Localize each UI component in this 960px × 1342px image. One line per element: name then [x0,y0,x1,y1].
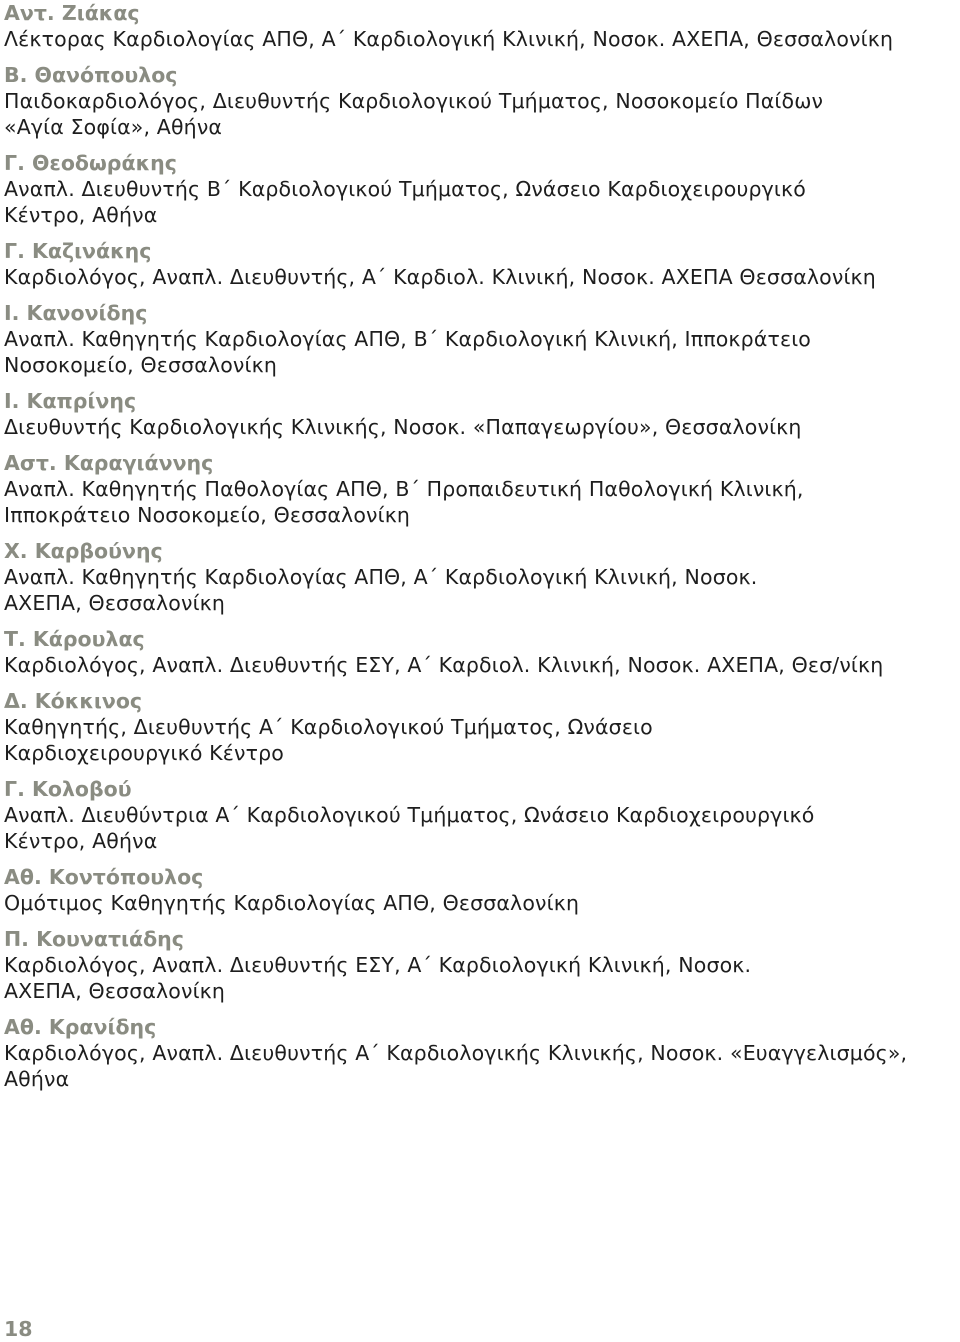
person-name: Π. Κουνατιάδης [4,927,184,951]
page-number: 18 [4,1317,33,1341]
list-item [4,926,954,1004]
list-item [4,450,954,528]
affiliation-line: Καρδιολόγος, Αναπλ. Διευθυντής Α΄ Καρδιολογικής Κλινικής, Νοσοκ. «Ευαγγελισμός», [4,1041,908,1065]
affiliation-line: Ιπποκράτειο Νοσοκομείο, Θεσσαλονίκη [4,503,411,527]
person-name: Αντ. Ζιάκας [4,1,140,25]
affiliation-line: Νοσοκομείο, Θεσσαλονίκη [4,353,277,377]
list-item [4,864,954,916]
affiliation-line: Αναπλ. Διευθύντρια Α΄ Καρδιολογικού Τμήματος, Ωνάσειο Καρδιοχειρουργικό [4,803,815,827]
list-item [4,1014,954,1092]
list-item [4,626,954,678]
affiliation-line: Ομότιμος Καθηγητής Καρδιολογίας ΑΠΘ, Θεσσαλονίκη [4,891,580,915]
list-item [4,538,954,616]
list-item [4,150,954,228]
affiliation-line: Καρδιολόγος, Αναπλ. Διευθυντής, Α΄ Καρδιολ. Κλινική, Νοσοκ. ΑΧΕΠΑ Θεσσαλονίκη [4,265,876,289]
affiliation-line: Κέντρο, Αθήνα [4,829,158,853]
affiliation-line: Καθηγητής, Διευθυντής Α΄ Καρδιολογικού Τμήματος, Ωνάσειο [4,715,653,739]
affiliation-line: Αθήνα [4,1067,70,1091]
affiliation-line: Αναπλ. Καθηγητής Καρδιολογίας ΑΠΘ, Α΄ Καρδιολογική Κλινική, Νοσοκ. [4,565,758,589]
affiliation-line: ΑΧΕΠΑ, Θεσσαλονίκη [4,591,226,615]
list-item [4,300,954,378]
affiliation-line: Αναπλ. Καθηγητής Παθολογίας ΑΠΘ, Β΄ Προπαιδευτική Παθολογική Κλινική, [4,477,804,501]
affiliation-line: Καρδιολόγος, Αναπλ. Διευθυντής ΕΣΥ, Α΄ Καρδιολ. Κλινική, Νοσοκ. ΑΧΕΠΑ, Θεσ/νίκη [4,653,884,677]
list-item [4,62,954,140]
person-name: Αστ. Καραγιάννης [4,451,214,475]
affiliation-line: Διευθυντής Καρδιολογικής Κλινικής, Νοσοκ. «Παπαγεωργίου», Θεσσαλονίκη [4,415,802,439]
person-name: Β. Θανόπουλος [4,63,178,87]
list-item [4,238,954,290]
list-item [4,0,954,52]
affiliation-line: Αναπλ. Καθηγητής Καρδιολογίας ΑΠΘ, Β΄ Καρδιολογική Κλινική, Ιπποκράτειο [4,327,811,351]
person-name: Ι. Καπρίνης [4,389,137,413]
affiliation-line: «Αγία Σοφία», Αθήνα [4,115,223,139]
affiliation-line: Αναπλ. Διευθυντής Β΄ Καρδιολογικού Τμήματος, Ωνάσειο Καρδιοχειρουργικό [4,177,806,201]
person-name: Αθ. Κοντόπουλος [4,865,204,889]
person-name: Γ. Καζινάκης [4,239,152,263]
person-name: Τ. Κάρουλας [4,627,145,651]
list-item [4,688,954,766]
person-name: Ι. Κανονίδης [4,301,148,325]
affiliation-line: Καρδιολόγος, Αναπλ. Διευθυντής ΕΣΥ, Α΄ Καρδιολογική Κλινική, Νοσοκ. [4,953,752,977]
person-name: Γ. Θεοδωράκης [4,151,177,175]
list-item [4,388,954,440]
person-name: Αθ. Κρανίδης [4,1015,157,1039]
affiliation-line: Λέκτορας Καρδιολογίας ΑΠΘ, Α΄ Καρδιολογική Κλινική, Νοσοκ. ΑΧΕΠΑ, Θεσσαλονίκη [4,27,894,51]
participant-list [4,0,954,1102]
person-name: Δ. Κόκκινος [4,689,143,713]
affiliation-line: Καρδιοχειρουργικό Κέντρο [4,741,284,765]
affiliation-line: Κέντρο, Αθήνα [4,203,158,227]
person-name: Χ. Καρβούνης [4,539,163,563]
person-name: Γ. Κολοβού [4,777,132,801]
affiliation-line: ΑΧΕΠΑ, Θεσσαλονίκη [4,979,226,1003]
list-item [4,776,954,854]
affiliation-line: Παιδοκαρδιολόγος, Διευθυντής Καρδιολογικού Τμήματος, Νοσοκομείο Παίδων [4,89,824,113]
